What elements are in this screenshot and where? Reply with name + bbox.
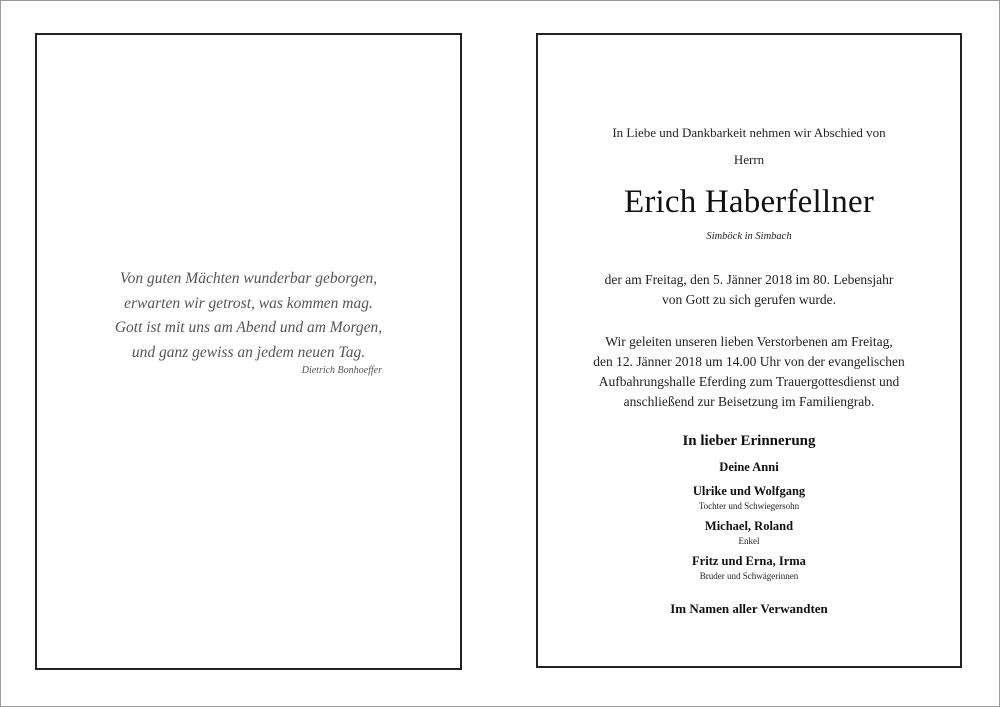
mourner-relation: Enkel [738,536,760,546]
funeral-line: den 12. Jänner 2018 um 14.00 Uhr von der evangelischen [593,354,905,369]
funeral-announcement [538,332,960,412]
death-line: der am Freitag, den 5. Jänner 2018 im 80. Lebensjahr [604,272,894,287]
memory-title: In lieber Erinnerung [682,433,816,449]
funeral-line: Wir geleiten unseren lieben Verstorbenen am Freitag, [605,334,893,349]
origin-text: Simböck in Simbach [706,231,792,242]
poem-line: erwarten wir getrost, was kommen mag. [124,294,373,312]
mourner-relation: Tochter und Schwiegersohn [698,501,800,511]
death-line: von Gott zu sich gerufen wurde. [662,292,836,307]
right-card [536,33,962,668]
funeral-line: Aufbahrungshalle Eferding zum Trauergottesdienst und [598,374,900,389]
mourner-name: Deine Anni [719,460,779,474]
deceased-name: Erich Haberfellner [623,184,875,220]
poem-line: und ganz gewiss an jedem neuen Tag. [131,343,366,361]
left-card [35,33,462,670]
poem-line: Gott ist mit uns am Abend und am Morgen, [114,319,383,336]
salutation: Herrn [733,152,765,167]
funeral-line: anschließend zur Beisetzung im Familiengrab. [623,394,875,409]
mourner-relation: Bruder und Schwägerinnen [699,571,799,581]
poem-line: Von guten Mächten wunderbar geborgen, [119,270,378,287]
death-announcement [538,270,960,310]
mourner-name: Ulrike und Wolfgang [692,484,806,498]
mourner-name: Michael, Roland [704,519,794,533]
poem [37,267,460,365]
closing-text: Im Namen aller Verwandten [670,601,828,616]
mourner-name: Fritz und Erna, Irma [692,554,806,568]
intro-text: In Liebe und Dankbarkeit nehmen wir Abschied von [612,125,886,140]
poem-author: Dietrich Bonhoeffer [301,365,382,376]
